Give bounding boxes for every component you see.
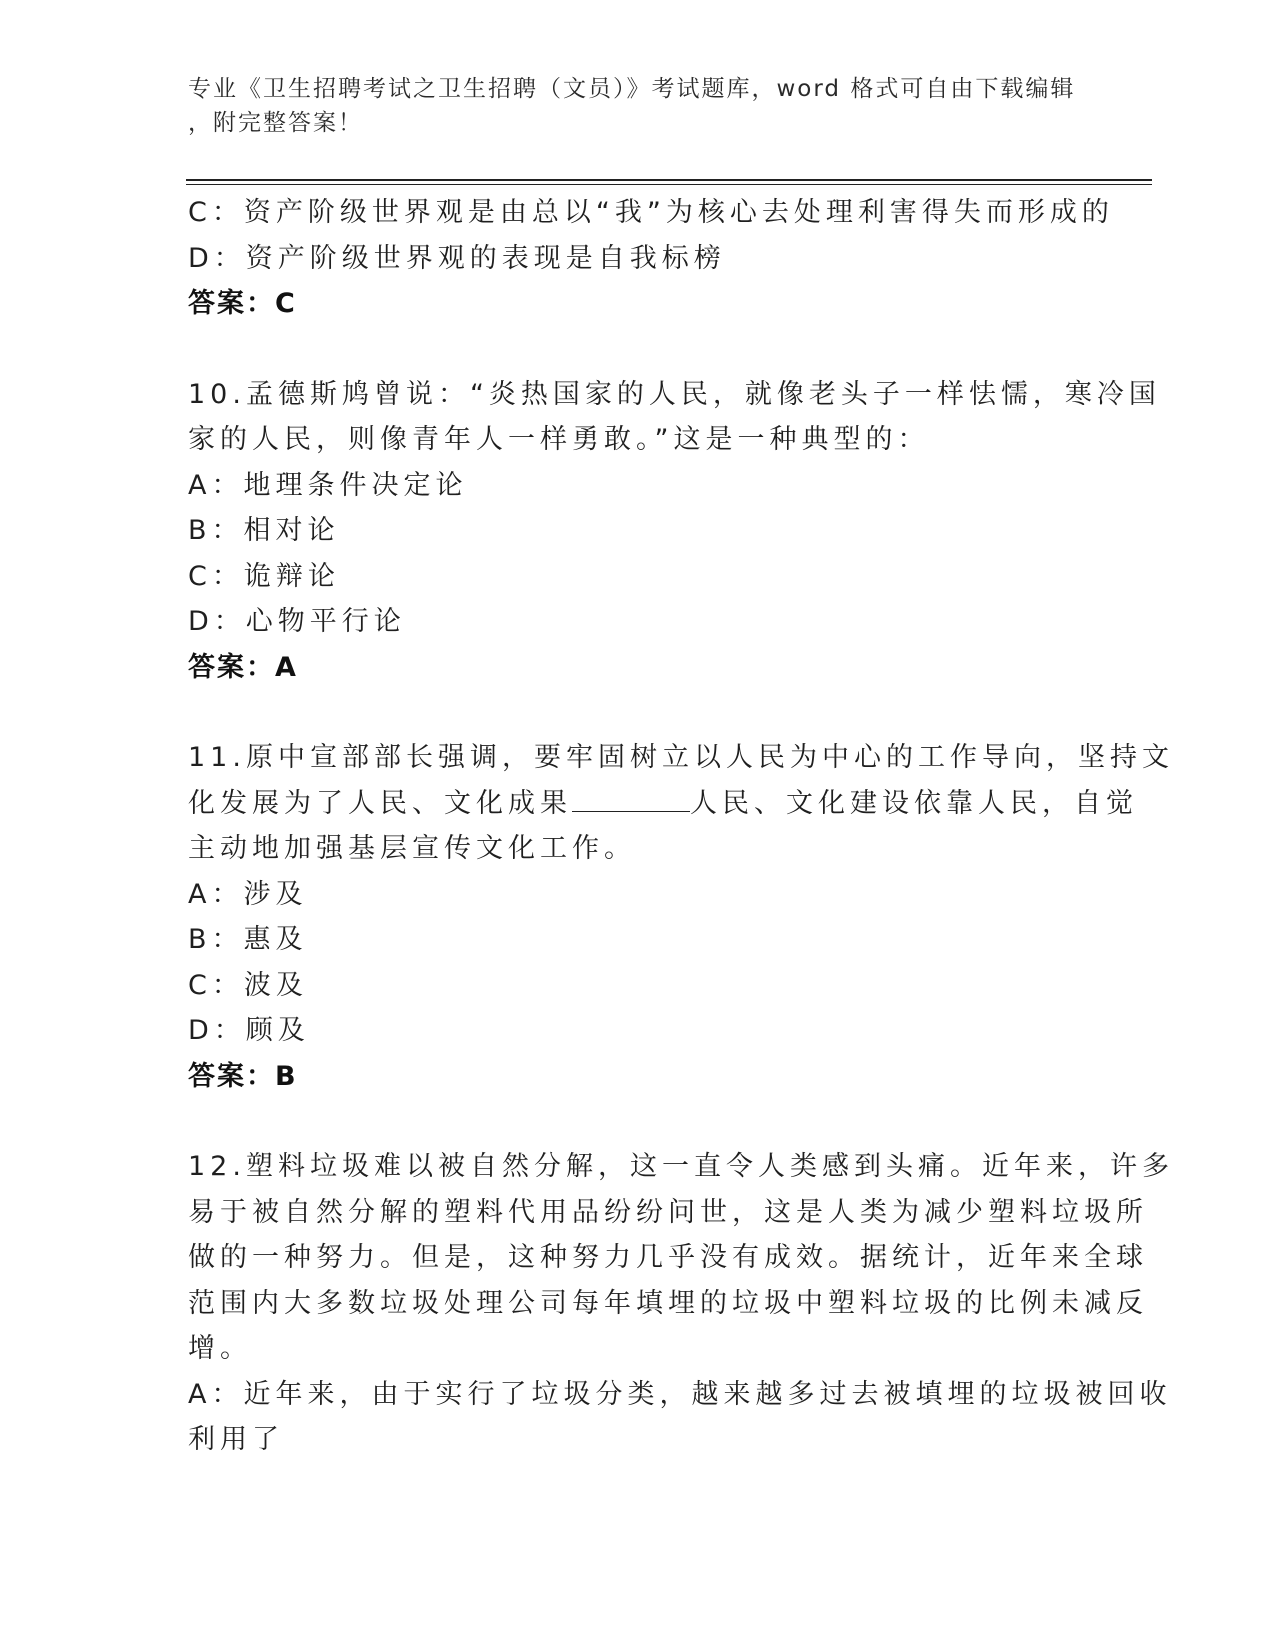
option-c: C：波及 [188,969,308,1001]
spacer [188,1099,1068,1144]
header-divider-thin [186,184,1152,185]
option-c: C：诡辩论 [188,560,340,592]
question-stem-line: 增。 [188,1333,252,1364]
option-a-continued: 利用了 [188,1424,284,1455]
option-a: A：近年来，由于实行了垃圾分类，越来越多过去被填埋的垃圾被回收 [188,1378,1172,1410]
option-a: A：涉及 [188,878,308,910]
option-d: D：顾及 [188,1015,310,1046]
fill-in-blank [572,787,690,812]
question-stem-line: 11.原中宣部部长强调，要牢固树立以人民为中心的工作导向，坚持文 [188,742,1174,773]
answer: 答案：B [188,1060,298,1092]
header-divider-thick [186,179,1152,181]
answer: 答案：A [188,651,298,683]
spacer [188,327,1068,372]
question-stem-line: 范围内大多数垃圾处理公司每年填埋的垃圾中塑料垃圾的比例未减反 [188,1287,1148,1319]
question-stem-line: 10.孟德斯鸠曾说：“炎热国家的人民，就像老头子一样怯懦，寒冷国 [188,378,1161,410]
stem-text-after-blank: 人民、文化建设依靠人民，自觉 [690,787,1138,819]
question-stem-line [188,781,1138,827]
question-9 [188,190,1114,327]
question-stem-line: 易于被自然分解的塑料代用品纷纷问世，这是人类为减少塑料垃圾所 [188,1196,1148,1228]
option-a: A：地理条件决定论 [188,469,468,501]
header-line-2: ，附完整答案！ [188,110,363,136]
question-12 [188,1144,1174,1463]
answer: 答案：C [188,288,297,319]
question-stem-line: 12.塑料垃圾难以被自然分解，这一直令人类感到头痛。近年来，许多 [188,1151,1174,1182]
option-b: B：相对论 [188,515,340,546]
question-stem-line: 家的人民，则像青年人一样勇敢。”这是一种典型的： [188,424,930,455]
header-line-1: 专业《卫生招聘考试之卫生招聘（文员）》考试题库，word 格式可自由下载编辑 [188,76,1076,102]
question-stem-line: 做的一种努力。但是，这种努力几乎没有成效。据统计，近年来全球 [188,1242,1148,1273]
question-content [188,190,1174,1463]
option-d: D：资产阶级世界观的表现是自我标榜 [188,242,726,274]
option-d: D：心物平行论 [188,606,406,637]
stem-text-before-blank: 化发展为了人民、文化成果 [188,787,572,819]
question-10 [188,372,1161,691]
question-stem-line: 主动地加强基层宣传文化工作。 [188,833,636,864]
option-c: C：资产阶级世界观是由总以“我”为核心去处理利害得失而形成的 [188,197,1114,228]
spacer [188,690,1068,735]
question-11 [188,735,1174,1099]
page-header [188,72,1088,140]
option-b: B：惠及 [188,924,308,955]
